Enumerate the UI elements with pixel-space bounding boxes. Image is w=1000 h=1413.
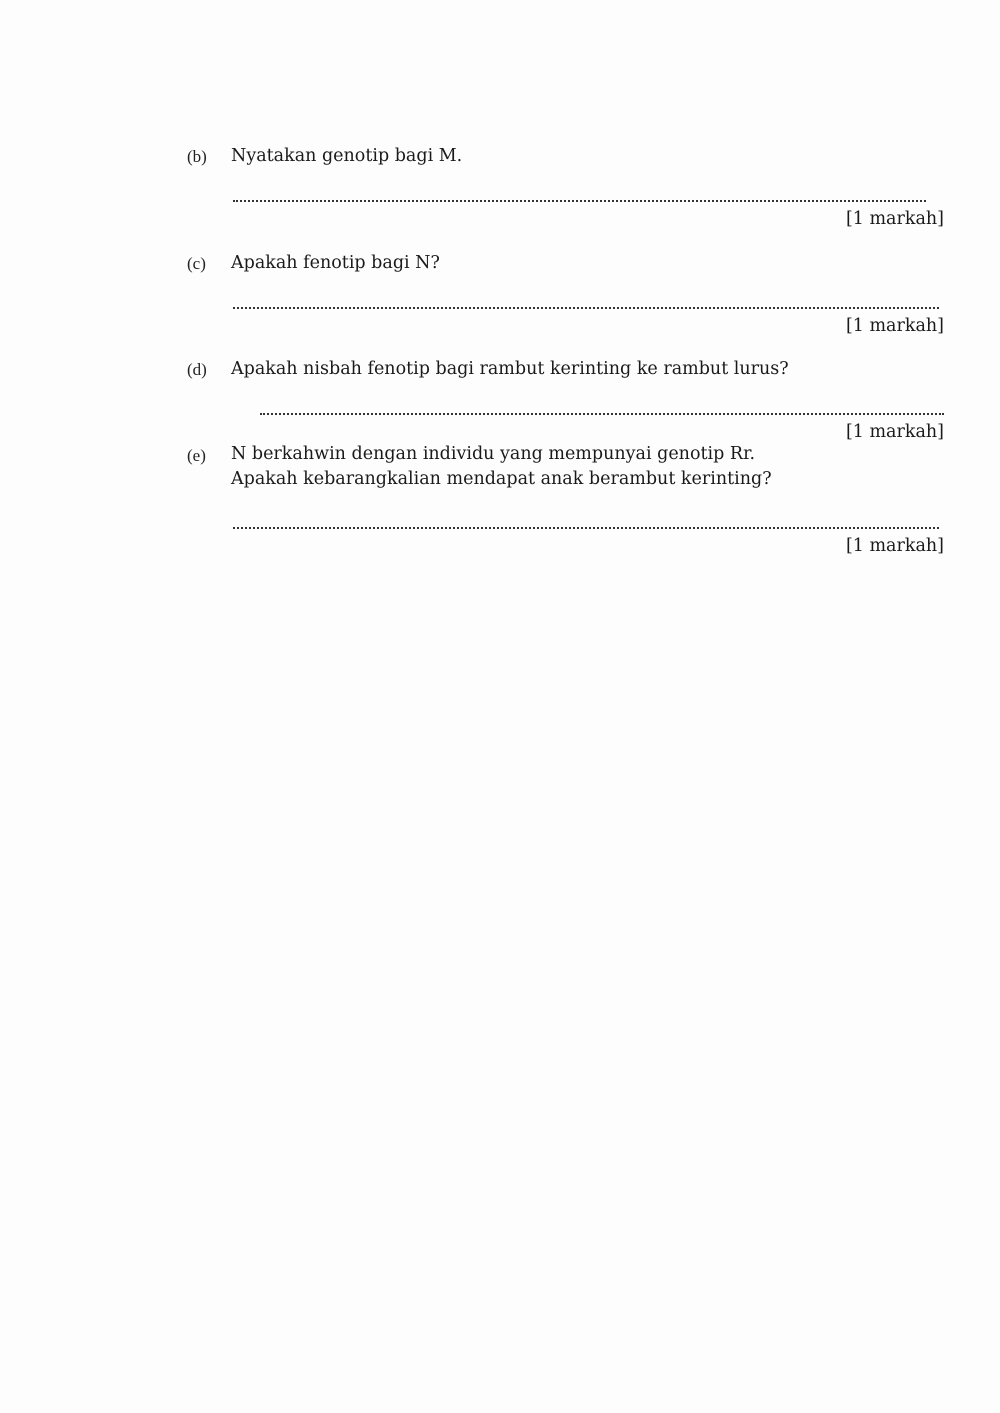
marks-label: [1 markah] (845, 316, 944, 336)
answer-line[interactable] (233, 527, 939, 529)
question-text-line-2: Apakah kebarangkalian mendapat anak berambut kerinting? (231, 469, 772, 489)
answer-line[interactable] (260, 413, 944, 415)
marks-label: [1 markah] (845, 209, 944, 229)
question-text: Apakah nisbah fenotip bagi rambut kerinting ke rambut lurus? (231, 359, 789, 379)
answer-line[interactable] (233, 307, 939, 309)
question-label: (d) (187, 360, 207, 379)
question-text-line-1: N berkahwin dengan individu yang mempunyai genotip Rr. (231, 444, 756, 464)
question-text: Apakah fenotip bagi N? (231, 253, 440, 273)
marks-label: [1 markah] (845, 422, 944, 442)
question-label: (e) (187, 446, 206, 465)
question-label: (c) (187, 254, 206, 273)
question-label: (b) (187, 147, 207, 166)
question-text: Nyatakan genotip bagi M. (231, 146, 463, 166)
answer-line[interactable] (233, 200, 926, 202)
marks-label: [1 markah] (845, 536, 944, 556)
